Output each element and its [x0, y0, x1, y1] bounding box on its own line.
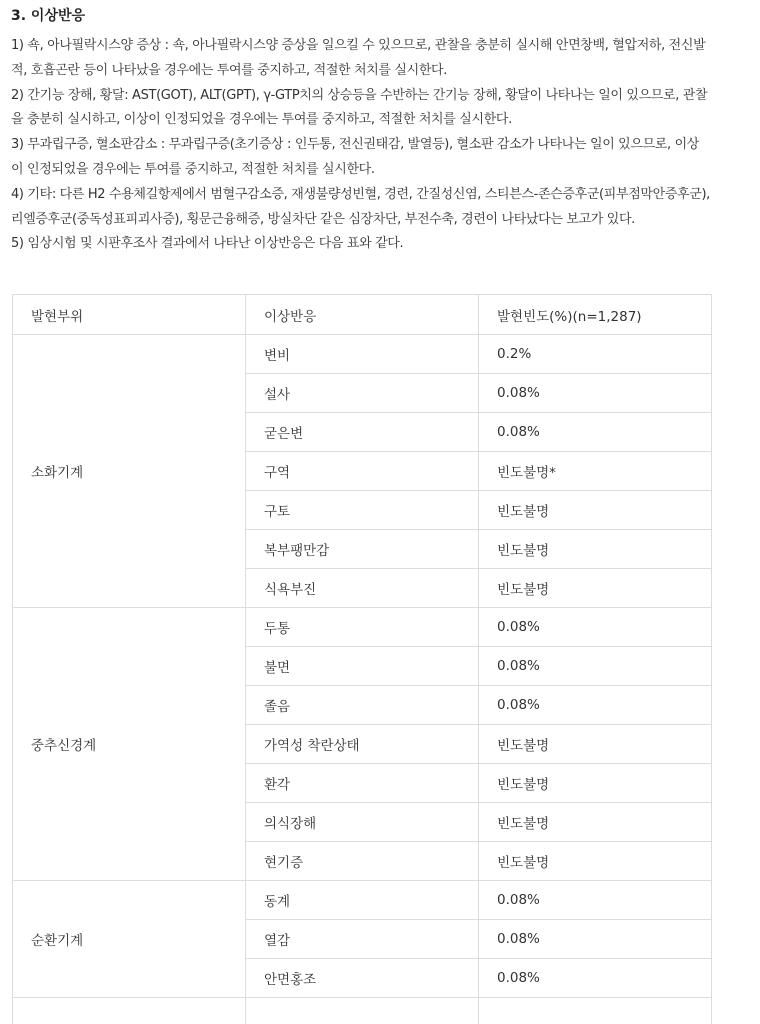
frequency-cell: 빈도불명 — [479, 530, 712, 569]
reaction-cell: 구역 — [246, 452, 479, 491]
table-header-row — [13, 295, 712, 335]
reaction-cell: 의식장해 — [246, 803, 479, 842]
table-row — [13, 881, 712, 920]
header-site: 발현부위 — [13, 295, 246, 335]
frequency-cell: 0.08% — [479, 959, 712, 998]
reaction-cell: 복부팽만감 — [246, 530, 479, 569]
reaction-cell — [246, 998, 479, 1024]
frequency-cell: 빈도불명 — [479, 803, 712, 842]
paragraph-4: 4) 기타: 다른 H2 수용체길항제에서 범혈구감소증, 재생불량성빈혈, 경련, 간질성신염, 스티븐스-존슨증후군(피부점막안증후군), 리엘증후군(중독성표피괴사증), 횡문근융해증, 방실차단 같은 심장차단, 부전수축, 경련이 나타났다는 보고가 있다. — [11, 186, 710, 227]
table-row — [13, 608, 712, 647]
reaction-cell: 식욕부진 — [246, 569, 479, 608]
frequency-cell: 빈도불명 — [479, 842, 712, 881]
reaction-cell: 열감 — [246, 920, 479, 959]
paragraph-1: 1) 쇽, 아나필락시스양 증상 : 쇽, 아나필락시스양 증상을 일으킬 수 있으므로, 관찰을 충분히 실시해 안면창백, 혈압저하, 전신발적, 호흡곤란 등이 나타났을 경우에는 투여를 중지하고, 적절한 처치를 실시한다. — [11, 38, 706, 78]
frequency-cell: 0.08% — [479, 920, 712, 959]
reaction-cell: 구토 — [246, 491, 479, 530]
frequency-cell: 0.08% — [479, 374, 712, 413]
reaction-cell: 졸음 — [246, 686, 479, 725]
document-content — [11, 0, 711, 257]
reaction-cell: 현기증 — [246, 842, 479, 881]
reaction-cell: 가역성 착란상태 — [246, 725, 479, 764]
site-cell: 순환기계 — [13, 881, 246, 998]
paragraph-3: 3) 무과립구증, 혈소판감소 : 무과립구증(초기증상 : 인두통, 전신권태감, 발열등), 혈소판 감소가 나타나는 일이 있으므로, 이상이 인정되었을 경우에는 투여를 중지하고, 적절한 처치를 실시한다. — [11, 137, 699, 177]
reaction-cell: 굳은변 — [246, 413, 479, 452]
frequency-cell: 0.08% — [479, 647, 712, 686]
frequency-cell: 0.08% — [479, 413, 712, 452]
paragraph-5: 5) 임상시험 및 시판후조사 결과에서 나타난 이상반응은 다음 표와 같다. — [11, 236, 404, 252]
reaction-cell: 변비 — [246, 335, 479, 374]
reaction-cell: 동계 — [246, 881, 479, 920]
reaction-cell: 불면 — [246, 647, 479, 686]
paragraph-2: 2) 간기능 장해, 황달: AST(GOT), ALT(GPT), γ-GTP치의 상승등을 수반하는 간기능 장해, 황달이 나타나는 일이 있으므로, 관찰을 충분히 실시하고, 이상이 인정되었을 경우에는 투여를 중지하고, 적절한 처치를 실시한다. — [11, 87, 708, 128]
frequency-cell — [479, 998, 712, 1024]
paragraphs — [11, 34, 711, 257]
reaction-cell: 두통 — [246, 608, 479, 647]
frequency-cell: 빈도불명 — [479, 569, 712, 608]
site-cell: 중추신경계 — [13, 608, 246, 881]
reaction-cell: 환각 — [246, 764, 479, 803]
frequency-cell: 0.08% — [479, 608, 712, 647]
frequency-cell: 빈도불명 — [479, 764, 712, 803]
frequency-cell: 빈도불명* — [479, 452, 712, 491]
section-title: 3. 이상반응 — [11, 8, 86, 24]
reaction-cell: 설사 — [246, 374, 479, 413]
table-row — [13, 335, 712, 374]
header-frequency: 발현빈도(%)(n=1,287) — [479, 295, 712, 335]
frequency-cell: 빈도불명 — [479, 491, 712, 530]
site-cell — [13, 998, 246, 1024]
site-cell: 소화기계 — [13, 335, 246, 608]
header-reaction: 이상반응 — [246, 295, 479, 335]
frequency-cell: 0.2% — [479, 335, 712, 374]
adverse-reaction-table — [12, 294, 712, 1024]
frequency-cell: 0.08% — [479, 881, 712, 920]
reaction-cell: 안면홍조 — [246, 959, 479, 998]
table-row — [13, 998, 712, 1024]
frequency-cell: 0.08% — [479, 686, 712, 725]
frequency-cell: 빈도불명 — [479, 725, 712, 764]
